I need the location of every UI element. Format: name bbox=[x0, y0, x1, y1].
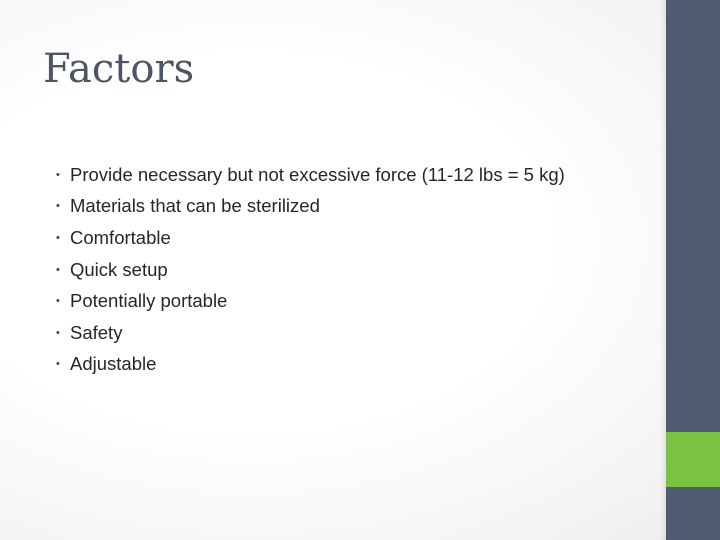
bullet-icon: • bbox=[56, 168, 60, 181]
bullet-text: Adjustable bbox=[70, 353, 157, 375]
bullet-icon: • bbox=[56, 263, 60, 276]
list-item bbox=[56, 317, 565, 349]
bullet-icon: • bbox=[56, 231, 60, 244]
list-item bbox=[56, 191, 565, 223]
bullet-list bbox=[56, 159, 565, 380]
bullet-icon: • bbox=[56, 200, 60, 213]
accent-block bbox=[666, 432, 720, 487]
bullet-text: Materials that can be sterilized bbox=[70, 195, 320, 217]
bullet-icon: • bbox=[56, 326, 60, 339]
list-item bbox=[56, 285, 565, 317]
bullet-text: Quick setup bbox=[70, 258, 168, 280]
list-item bbox=[56, 159, 565, 191]
slide-title: Factors bbox=[43, 46, 195, 92]
bullet-text: Comfortable bbox=[70, 226, 171, 248]
bullet-text: Safety bbox=[70, 321, 123, 343]
list-item bbox=[56, 254, 565, 286]
bullet-text: Provide necessary but not excessive force (11-12 lbs = 5 kg) bbox=[70, 163, 565, 185]
list-item bbox=[56, 349, 565, 381]
bullet-icon: • bbox=[56, 295, 60, 308]
bullet-icon: • bbox=[56, 358, 60, 371]
list-item bbox=[56, 222, 565, 254]
bullet-text: Potentially portable bbox=[70, 290, 228, 312]
